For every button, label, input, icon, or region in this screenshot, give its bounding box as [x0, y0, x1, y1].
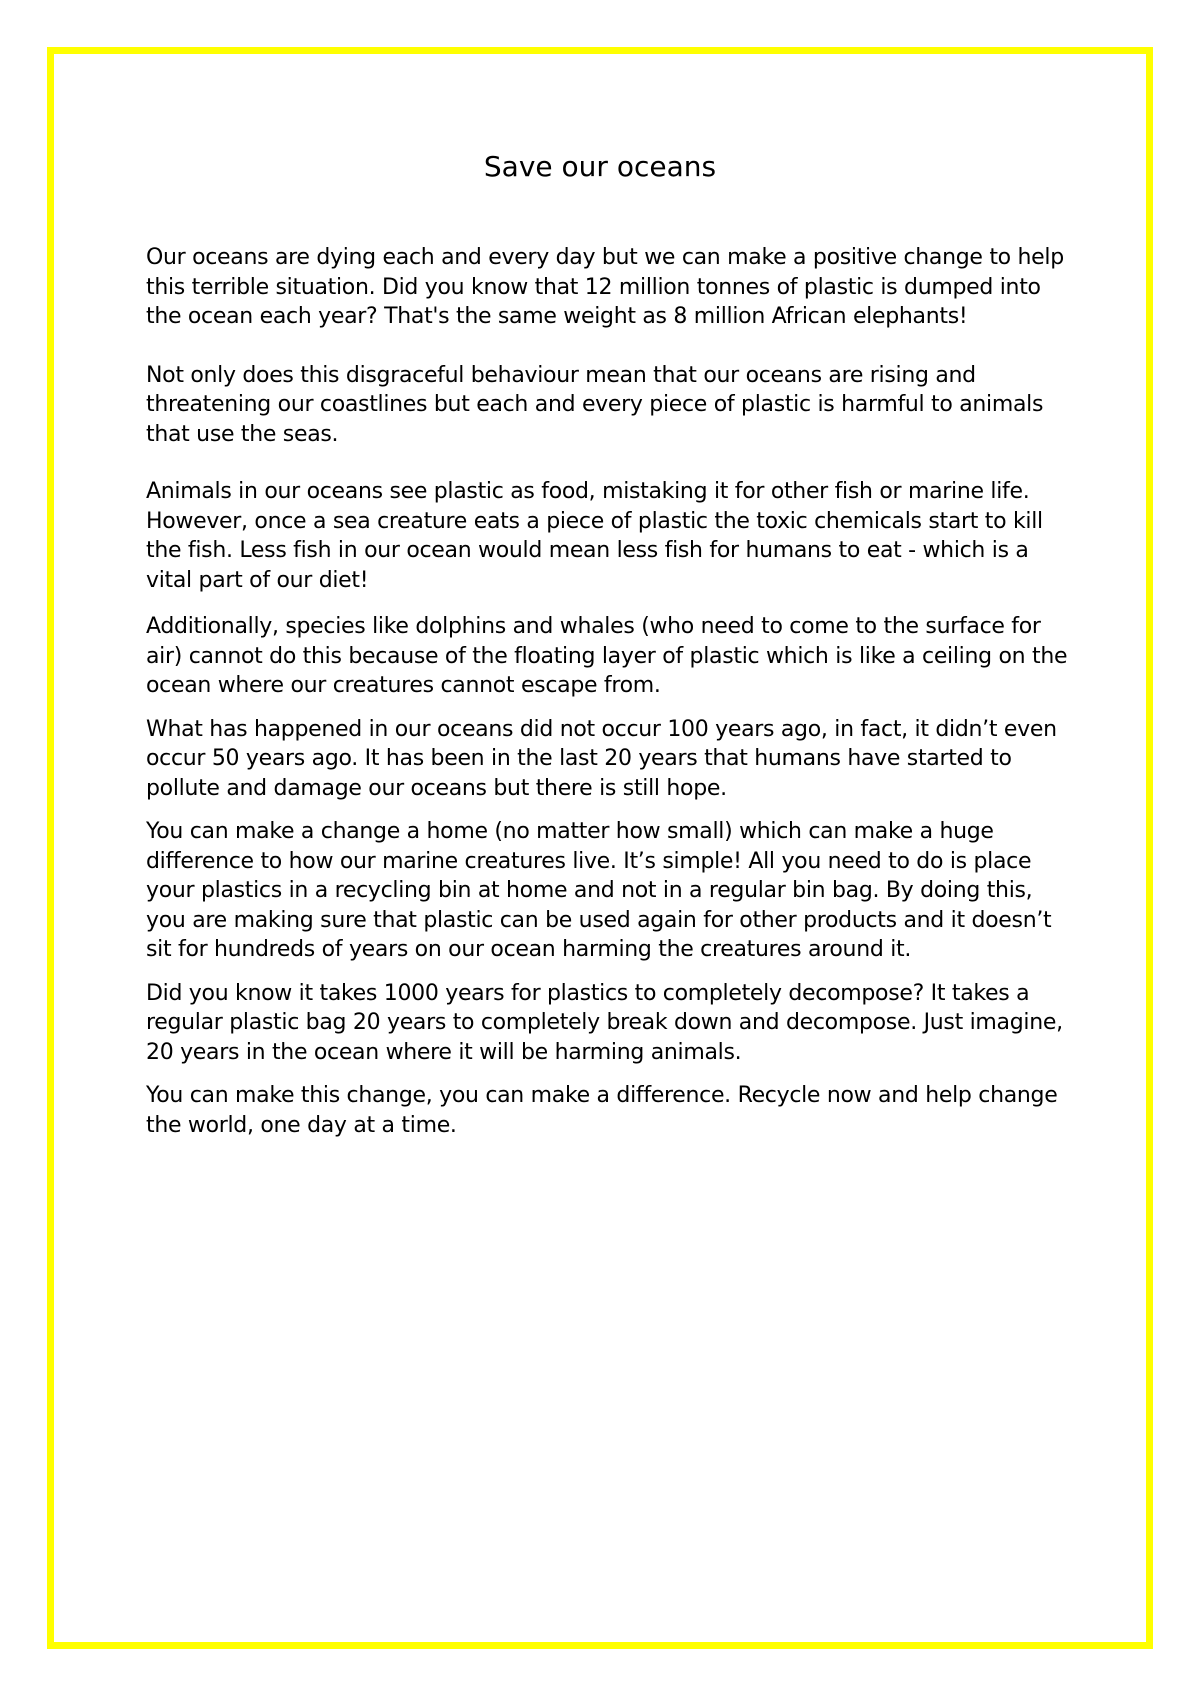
paragraph-4: Additionally, species like dolphins and whales (who need to come to the surface for air) cannot do this because of the floating layer of plastic which is like a ceiling on the ocean where our creatures cannot escape from. [146, 614, 1068, 698]
paragraph-6: You can make a change a home (no matter how small) which can make a huge difference to how our marine creatures live. It’s simple! All you need to do is place your plastics in a recycling bin at home and not in a regular bin bag. By doing this, you are making sure that plastic can be used again for other products and it doesn’t sit for hundreds of years on our ocean harming the creatures around it. [146, 819, 1052, 962]
paragraph-3: Animals in our oceans see plastic as food, mistaking it for other fish or marine life. However, once a sea creature eats a piece of plastic the toxic chemicals start to kill the fish. Less fish in our ocean would mean less fish for humans to eat - which is a vital part of our diet! [146, 479, 1043, 593]
paragraph-8: You can make this change, you can make a difference. Recycle now and help change the world, one day at a time. [146, 1083, 1058, 1138]
article-body [146, 243, 1068, 1140]
paragraph-1: Our oceans are dying each and every day but we can make a positive change to help this terrible situation. Did you know that 12 million tonnes of plastic is dumped into the ocean each year? That's the same weight as 8 million African elephants! [146, 245, 1064, 329]
paragraph-7: Did you know it takes 1000 years for plastics to completely decompose? It takes a regular plastic bag 20 years to completely break down and decompose. Just imagine, 20 years in the ocean where it will be harming animals. [146, 980, 1063, 1065]
page-title: Save our oceans [483, 150, 717, 183]
paragraph-5: What has happened in our oceans did not occur 100 years ago, in fact, it didn’t even occur 50 years ago. It has been in the last 20 years that humans have started to pollute and damage our oceans but there is still hope. [146, 716, 1057, 801]
paragraph-2: Not only does this disgraceful behaviour mean that our oceans are rising and threatening our coastlines but each and every piece of plastic is harmful to animals that use the seas. [146, 362, 1044, 447]
